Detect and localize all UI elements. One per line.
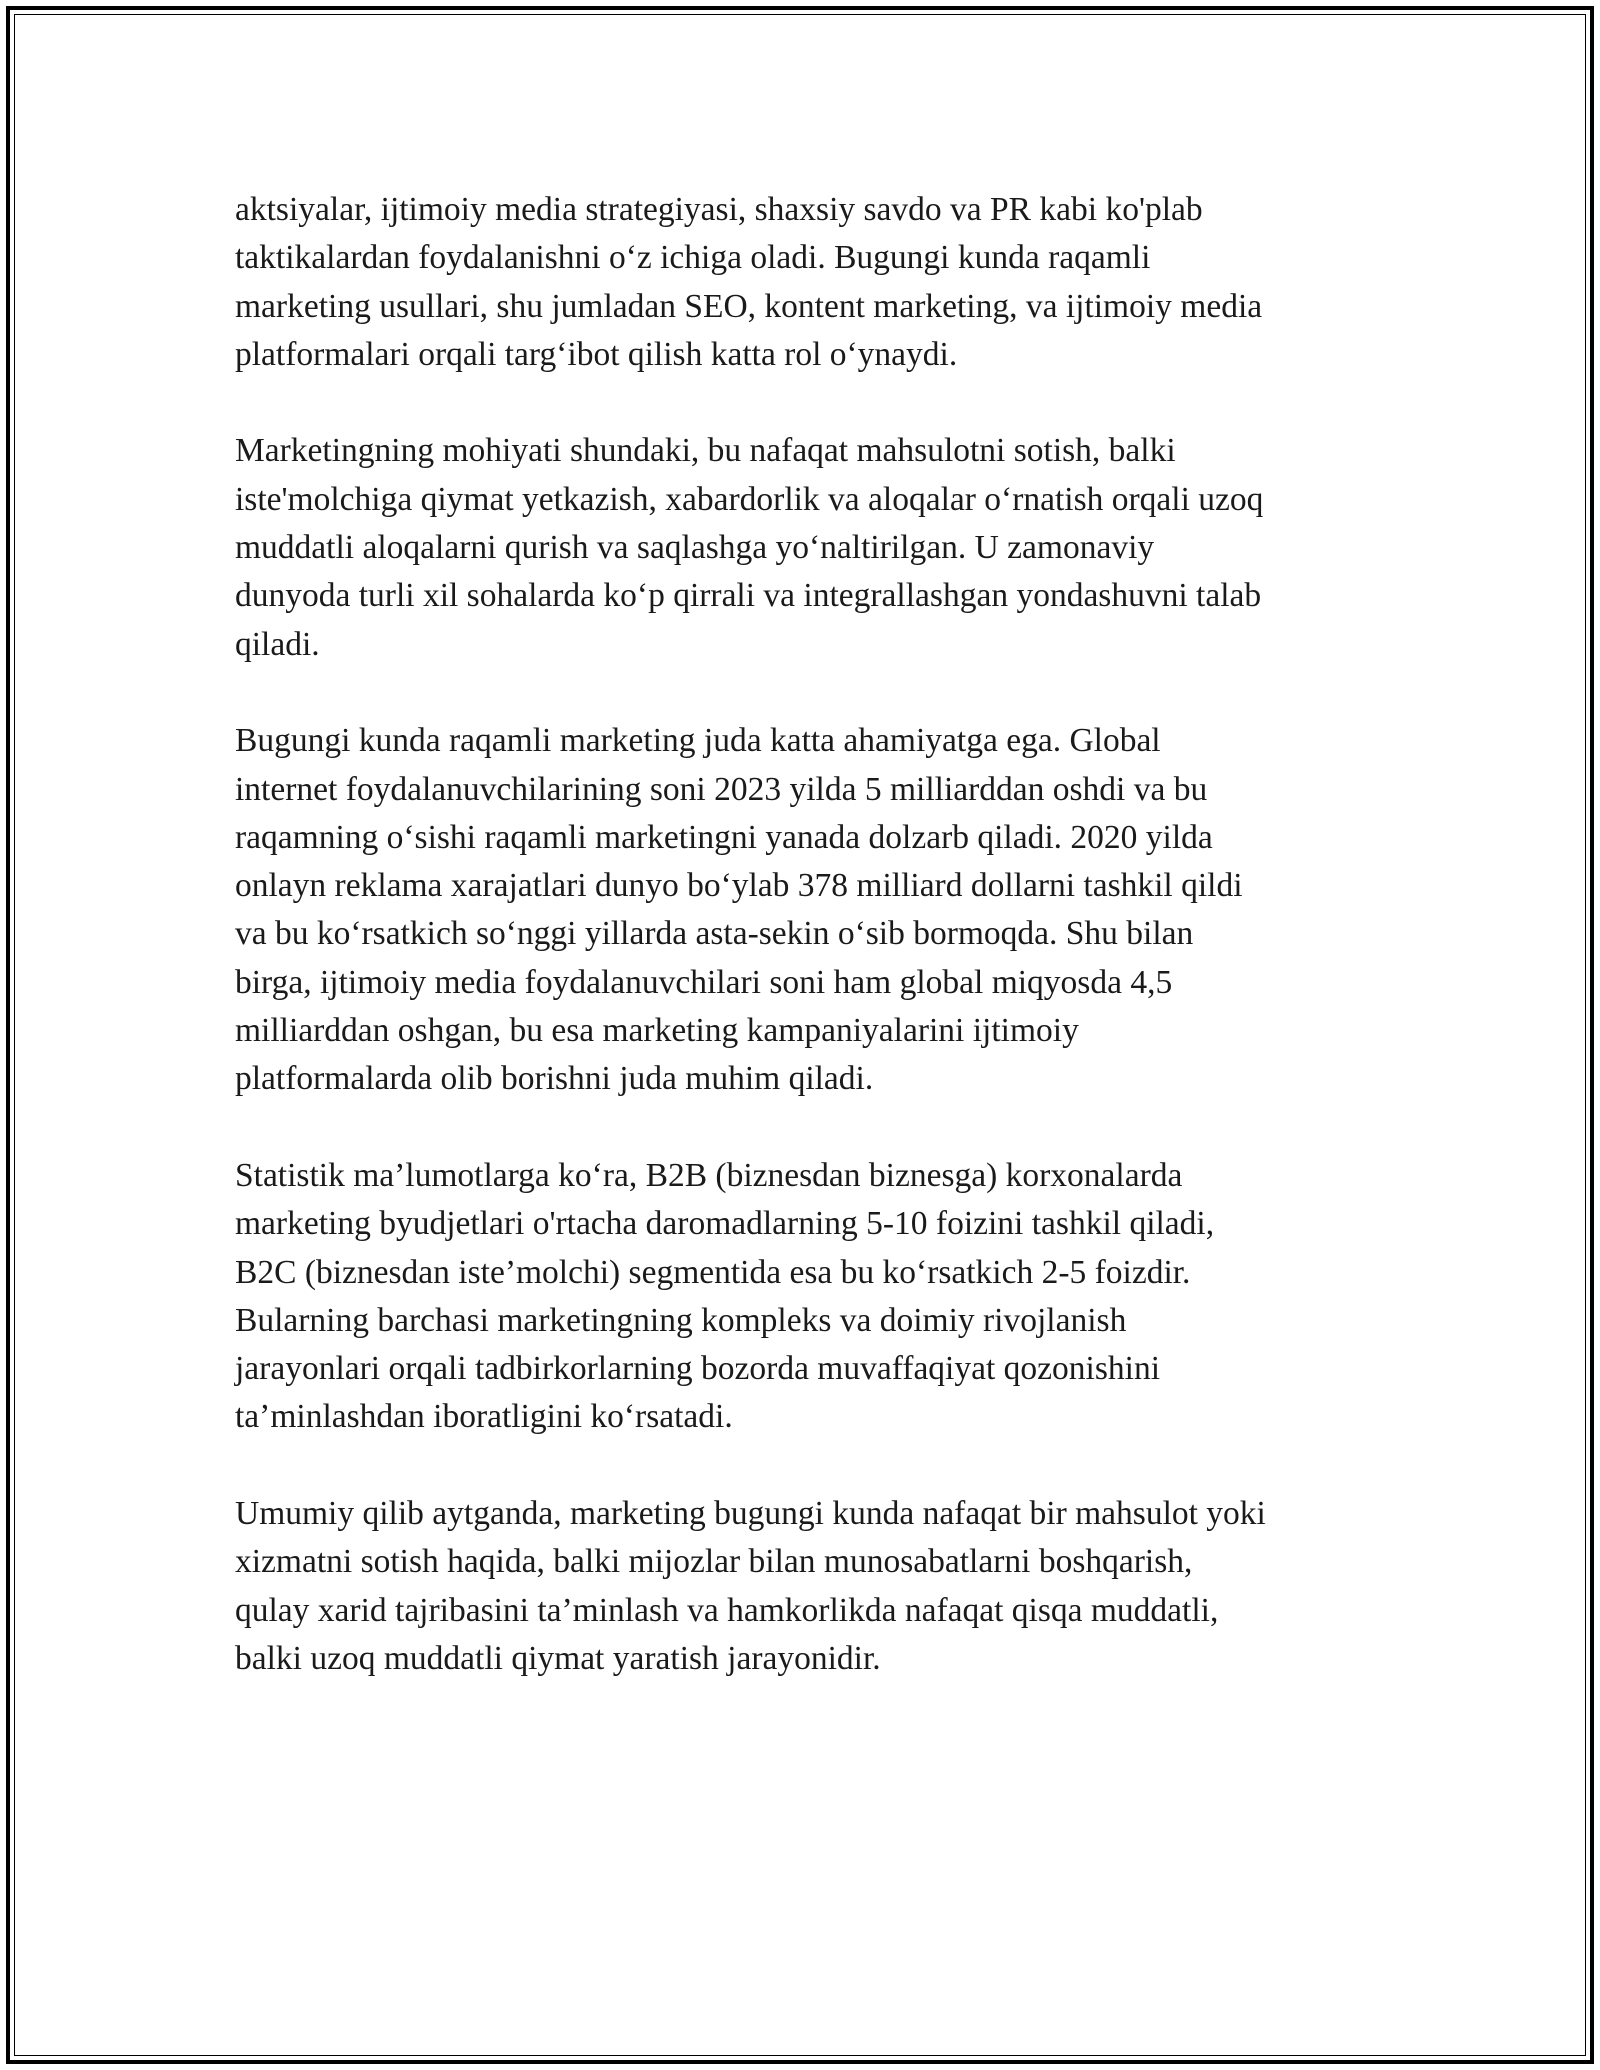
text-line: balki uzoq muddatli qiymat yaratish jarayonidir. (235, 1639, 881, 1677)
text-line: marketing byudjetlari o'rtacha daromadlarning 5-10 foizini tashkil qiladi, (235, 1205, 1215, 1243)
paragraph-3 (235, 717, 1375, 1103)
paragraph-1 (235, 186, 1375, 379)
text-line: platformalari orqali targ‘ibot qilish katta rol o‘ynaydi. (235, 335, 958, 373)
text-line: xizmatni sotish haqida, balki mijozlar bilan munosabatlarni boshqarish, (235, 1543, 1193, 1581)
text-line: Bugungi kunda raqamli marketing juda katta ahamiyatga ega. Global (235, 722, 1161, 760)
text-line: va bu ko‘rsatkich so‘nggi yillarda asta-sekin o‘sib bormoqda. Shu bilan (235, 915, 1194, 953)
text-line: milliarddan oshgan, bu esa marketing kampaniyalarini ijtimoiy (235, 1012, 1079, 1050)
text-line: muddatli aloqalarni qurish va saqlashga yo‘naltirilgan. U zamonaviy (235, 529, 1155, 567)
text-line: raqamning o‘sishi raqamli marketingni yanada dolzarb qiladi. 2020 yilda (235, 818, 1213, 856)
text-line: Bularning barchasi marketingning kompleks va doimiy rivojlanish (235, 1301, 1127, 1339)
text-line: qiladi. (235, 625, 320, 663)
text-line: onlayn reklama xarajatlari dunyo bo‘ylab 378 milliard dollarni tashkil qildi (235, 867, 1243, 905)
paragraph-2 (235, 427, 1375, 668)
text-line: ta’minlashdan iboratligini ko‘rsatadi. (235, 1398, 733, 1436)
paragraph-5 (235, 1490, 1375, 1683)
text-line: birga, ijtimoiy media foydalanuvchilari soni ham global miqyosda 4,5 (235, 963, 1173, 1001)
text-line: B2C (biznesdan iste’molchi) segmentida esa bu ko‘rsatkich 2-5 foizdir. (235, 1253, 1191, 1291)
text-line: platformalarda olib borishni juda muhim qiladi. (235, 1060, 874, 1098)
text-line: aktsiyalar, ijtimoiy media strategiyasi, shaxsiy savdo va PR kabi ko'plab (235, 191, 1203, 228)
text-line: jarayonlari orqali tadbirkorlarning bozorda muvaffaqiyat qozonishini (235, 1350, 1160, 1388)
text-line: taktikalardan foydalanishni o‘z ichiga oladi. Bugungi kunda raqamli (235, 239, 1151, 277)
text-line: marketing usullari, shu jumladan SEO, kontent marketing, va ijtimoiy media (235, 287, 1263, 325)
text-line: Umumiy qilib aytganda, marketing bugungi kunda nafaqat bir mahsulot yoki (235, 1495, 1266, 1533)
text-line: qulay xarid tajribasini ta’minlash va hamkorlikda nafaqat qisqa muddatli, (235, 1591, 1219, 1629)
paragraph-4 (235, 1152, 1375, 1442)
text-line: internet foydalanuvchilarining soni 2023 yilda 5 milliarddan oshdi va bu (235, 770, 1208, 808)
text-line: dunyoda turli xil sohalarda ko‘p qirrali va integrallashgan yondashuvni talab (235, 577, 1262, 615)
text-line: Marketingning mohiyati shundaki, bu nafaqat mahsulotni sotish, balki (235, 432, 1176, 470)
document-body (235, 186, 1375, 1732)
text-line: iste'molchiga qiymat yetkazish, xabardorlik va aloqalar o‘rnatish orqali uzoq (235, 480, 1264, 518)
text-line: Statistik ma’lumotlarga ko‘ra, B2B (biznesdan biznesga) korxonalarda (235, 1156, 1183, 1194)
